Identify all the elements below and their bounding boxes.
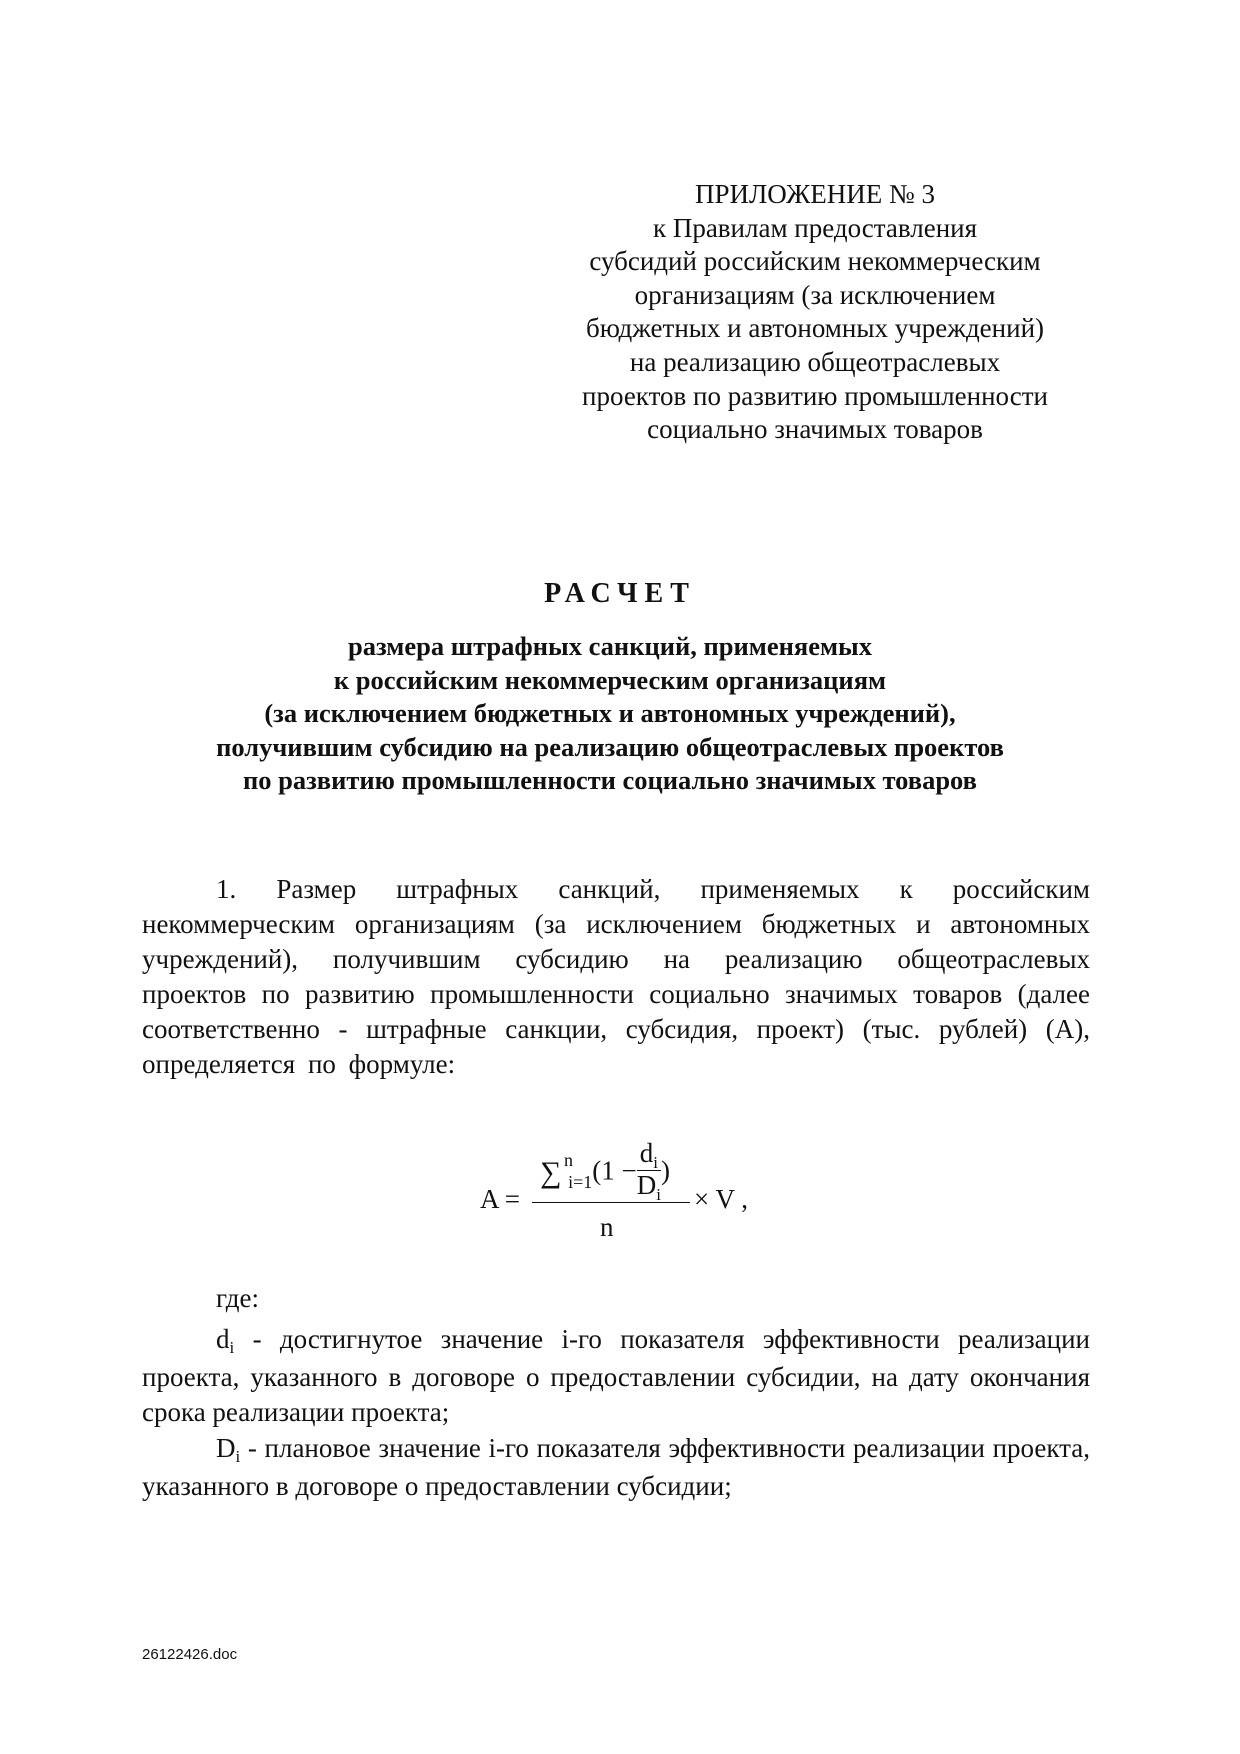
footer-filename: 26122426.doc — [142, 1646, 238, 1663]
inner-num-symbol: d — [639, 1138, 654, 1168]
subtitle-line: к российским некоммерческим организациям — [333, 664, 887, 695]
paragraph-1: 1. Размер штрафных санкций, применяемых к российским некоммерческим организациям (за исключением бюджетных и автономных учреждений), получившим субсидию на реализацию общеотраслевых проектов по развитию промышленности социально значимых товаров (далее соответственно - штрафные санкции, субсидия, проект) (тыс. рублей) (А), определяется по формуле: — [142, 874, 1090, 1079]
sum-lower: i=1 — [568, 1171, 593, 1192]
subtitle-line: размера штрафных санкций, применяемых — [348, 631, 872, 661]
formula-rhs: × V , — [694, 1184, 748, 1214]
formula-denominator: n — [600, 1212, 614, 1242]
definition-text: - плановое значение i-го показателя эффективности реализации проекта, указанного в договоре о предоставлении субсидии; — [142, 1433, 1090, 1501]
inner-denominator — [637, 1171, 661, 1203]
inner-fraction — [637, 1140, 661, 1203]
definition-text: - достигнутое значение i-го показателя эффективности реализации проекта, указанного в договоре о предоставлении субсидии, на дату окончания срока реализации проекта; — [142, 1324, 1090, 1427]
formula-numerator — [540, 1138, 670, 1205]
definition-symbol: D — [216, 1433, 236, 1463]
document-subtitle — [150, 630, 1070, 798]
fraction-line — [532, 1202, 690, 1203]
appendix-heading: ПРИЛОЖЕНИЕ № 3 — [694, 179, 936, 209]
subtitle-line: получившим субсидию на реализацию общеотраслевых проектов — [216, 731, 1004, 762]
formula-close: ) — [661, 1155, 670, 1186]
sum-sign: ∑ — [540, 1155, 562, 1189]
definition-d — [142, 1322, 1090, 1430]
inner-numerator — [637, 1140, 661, 1171]
where-label: где: — [216, 1283, 259, 1313]
definition-symbol: d — [216, 1324, 230, 1354]
definition-D — [142, 1431, 1090, 1504]
appendix-block — [555, 178, 1075, 447]
appendix-line: проектов по развитию промышленности — [582, 380, 1048, 411]
appendix-line: субсидий российским некоммерческим — [589, 246, 1041, 277]
inner-num-sub: i — [653, 1153, 658, 1172]
appendix-line: бюджетных и автономных учреждений) — [585, 313, 1045, 344]
inner-den-sub: i — [656, 1185, 661, 1204]
formula-open: (1 − — [592, 1155, 637, 1186]
appendix-line: на реализацию общеотраслевых — [629, 346, 1001, 377]
appendix-line: к Правилам предоставления — [652, 212, 978, 243]
formula-lhs: A = — [480, 1184, 520, 1214]
subtitle-line: по развитию промышленности социально значимых товаров — [243, 765, 977, 795]
inner-den-symbol: D — [636, 1170, 657, 1200]
subtitle-line: (за исключением бюджетных и автономных учреждений), — [264, 698, 956, 728]
appendix-line: организациям (за исключением — [634, 279, 996, 310]
sum-upper: n — [564, 1149, 573, 1170]
appendix-line: социально значимых товаров — [647, 414, 983, 445]
definition-symbol-sub: i — [229, 1338, 235, 1357]
definition-symbol-sub: i — [235, 1447, 241, 1466]
formula — [480, 1128, 780, 1248]
document-title: РАСЧЕТ — [544, 578, 696, 609]
